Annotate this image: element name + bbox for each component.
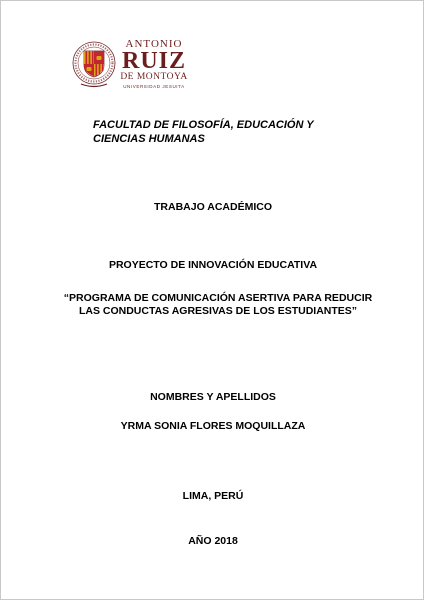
- document-type: TRABAJO ACADÉMICO: [153, 201, 273, 213]
- project-title: “PROGRAMA DE COMUNICACIÓN ASERTIVA PARA REDUCIR LAS CONDUCTAS AGRESIVAS DE LOS ESTUDIANTES”: [63, 292, 373, 317]
- names-label: NOMBRES Y APELLIDOS: [150, 391, 276, 403]
- university-logo: [71, 37, 186, 95]
- wordmark-line-1: ANTONIO: [125, 38, 183, 50]
- wordmark-line-2: RUIZ: [121, 48, 186, 74]
- year: AÑO 2018: [188, 535, 238, 547]
- wordmark-line-3: DE MONTOYA: [120, 72, 188, 82]
- place: LIMA, PERÚ: [182, 490, 244, 502]
- author-name: YRMA SONIA FLORES MOQUILLAZA: [120, 420, 306, 432]
- university-wordmark: [119, 39, 189, 91]
- university-seal-icon: [71, 37, 117, 95]
- project-type: PROYECTO DE INNOVACIÓN EDUCATIVA: [108, 259, 318, 271]
- faculty-heading: FACULTAD DE FILOSOFÍA, EDUCACIÓN Y CIENCIAS HUMANAS: [93, 119, 314, 145]
- wordmark-line-4: UNIVERSIDAD JESUITA: [123, 84, 185, 89]
